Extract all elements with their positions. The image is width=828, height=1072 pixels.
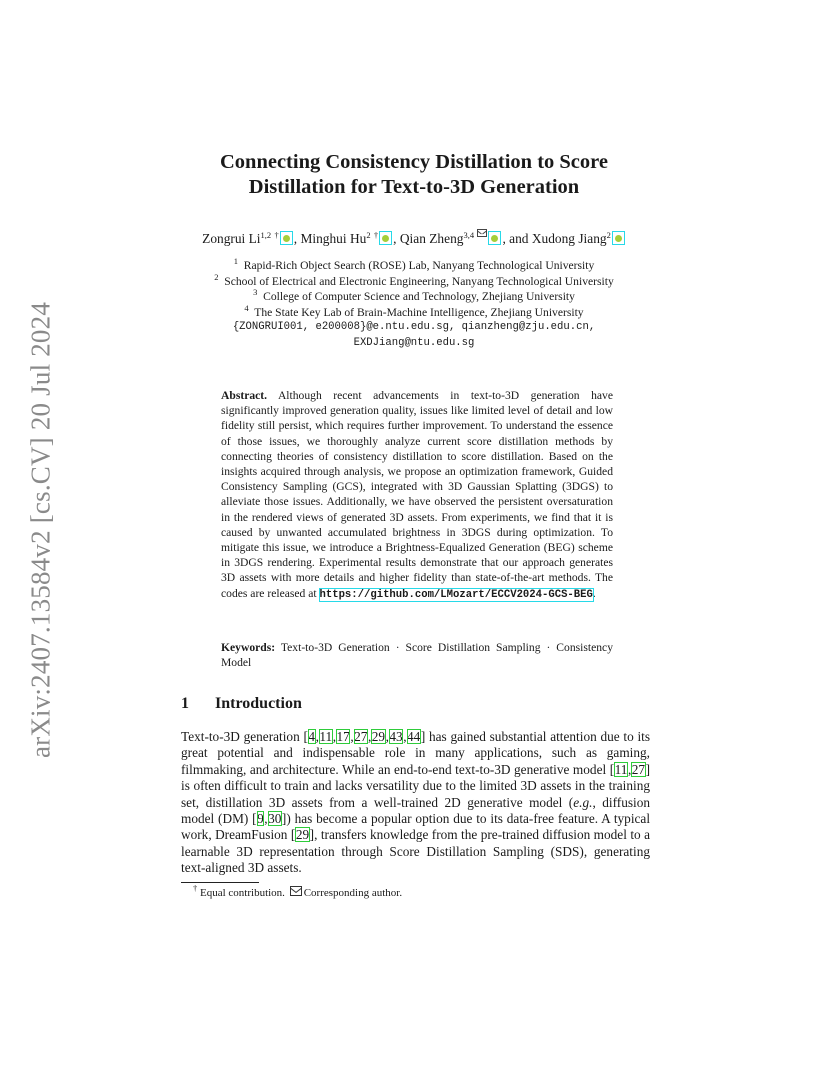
author-separator: , (393, 231, 400, 246)
affiliation-text: College of Computer Science and Technology, Zhejiang University (263, 290, 575, 303)
citation-link[interactable]: 27 (631, 761, 646, 777)
citation-link[interactable]: 30 (268, 811, 282, 827)
dagger-mark: † (193, 883, 198, 893)
citation-link[interactable]: 4 (308, 729, 316, 744)
paper-title (170, 150, 658, 200)
author-affiliation-sup: 1,2 (260, 230, 272, 240)
abstract-label: Abstract. (221, 389, 268, 402)
orcid-icon[interactable] (488, 231, 501, 245)
intro-text: ) has become a popular option due to its data-free feature. A typical work, DreamFusion (181, 811, 651, 843)
affiliation-1 (150, 258, 678, 274)
intro-text: , transfers knowledge from the pre-trained diffusion model to a learnable 3D representation through Score Distillation Sampling (SDS), generating text-aligned 3D assets. (181, 827, 650, 876)
affiliation-3 (150, 289, 678, 305)
section-number: 1 (181, 695, 189, 712)
intro-text: has gained substantial attention due to its great potential and indispensable role in many applications, such as gaming, filmmaking, and architecture. While an end-to-end text-to-3D generative model (181, 729, 651, 777)
dagger-mark: † (274, 230, 279, 240)
code-link[interactable]: https://github.com/LMozart/ECCV2024-GCS-BEG (319, 588, 593, 601)
citation-group: [29] (290, 827, 315, 843)
citation-link[interactable]: 29 (295, 827, 310, 843)
emails-line-2: EXDJiang@ntu.edu.sg (353, 336, 475, 349)
citation-link[interactable]: 43 (389, 729, 403, 744)
author-separator: , (293, 231, 301, 246)
affiliation-text: Rapid-Rich Object Search (ROSE) Lab, Nanyang Technological University (243, 259, 595, 272)
abstract-end: . (592, 586, 596, 600)
author-name: Qian Zheng (399, 231, 464, 246)
title-line-1: Connecting Consistency Distillation to Score (220, 151, 608, 173)
keywords (221, 640, 613, 670)
intro-italic: e.g. (573, 794, 593, 810)
affiliation-4 (150, 302, 678, 321)
affiliation-num: 3 (253, 287, 258, 297)
citation-group: [4,11,17,27,29,43,44] (303, 729, 426, 744)
orcid-icon[interactable] (612, 231, 625, 245)
arxiv-identifier[interactable]: arXiv:2407.13584v2 [cs.CV] 20 Jul 2024 (25, 301, 56, 759)
keywords-text: Text-to-3D Generation · Score Distillation Sampling · Consistency Model (221, 641, 613, 670)
author-name: Xudong Jiang (531, 231, 607, 246)
footnote-text: Equal contribution. (200, 887, 285, 899)
citation-link[interactable]: 11 (319, 729, 333, 744)
intro-paragraph (181, 729, 650, 877)
citation-link[interactable]: 44 (407, 729, 421, 744)
affiliation-text: School of Electrical and Electronic Engineering, Nanyang Technological University (224, 274, 614, 288)
citation-link[interactable]: 27 (354, 729, 368, 744)
author-list (150, 229, 678, 247)
citation-group: [9,30] (252, 811, 287, 827)
author-name: Minghui Hu (300, 231, 367, 246)
affiliation-num: 1 (233, 256, 238, 266)
footnote-text: Corresponding author. (303, 887, 403, 899)
section-heading (181, 695, 302, 713)
footnote (193, 883, 403, 899)
citation-group: [11,27] (609, 761, 651, 777)
affiliation-2 (150, 271, 678, 290)
intro-text: , diffusion model (DM) (181, 794, 651, 827)
keywords-label: Keywords: (221, 641, 276, 654)
intro-text: is often difficult to train and lacks versatility due to the limited 3D assets in the training set, distillation 3D assets from a well-trained 2D generative model ( (181, 778, 650, 810)
title-line-2: Distillation for Text-to-3D Generation (248, 176, 580, 198)
section-title: Introduction (215, 695, 302, 712)
author-name: Zongrui Li (202, 231, 261, 246)
dagger-mark: † (373, 230, 379, 240)
orcid-icon[interactable] (379, 231, 392, 245)
author-affiliation-sup: 2 (606, 230, 611, 240)
author-affiliation-sup: 3,4 (463, 230, 475, 240)
citation-link[interactable]: 29 (371, 729, 386, 744)
author-conjunction: , and (502, 231, 532, 246)
affiliation-num: 4 (244, 302, 249, 313)
affiliations (150, 258, 678, 351)
envelope-icon (290, 886, 302, 896)
orcid-icon[interactable] (280, 231, 293, 245)
arxiv-stamp (22, 295, 60, 765)
abstract (221, 388, 613, 603)
intro-text: Text-to-3D generation (181, 729, 300, 744)
author-affiliation-sup: 2 (366, 230, 371, 240)
citation-link[interactable]: 17 (336, 729, 350, 744)
citation-link[interactable]: 11 (614, 761, 628, 777)
affiliation-num: 2 (214, 271, 219, 282)
citation-link[interactable]: 9 (257, 811, 264, 827)
affiliation-text: The State Key Lab of Brain-Machine Intelligence, Zhejiang University (254, 305, 584, 319)
abstract-text: Although recent advancements in text-to-3D generation have significantly improved generation quality, issues like limited level of detail and low fidelity still persist, which requires further improvement. To understand the essence of those issues, we thoroughly analyze current score distillation methods by connecting theories of consistency distillation to score distillation. Based on the insights acquired through analysis, we propose an optimization framework, Guided Consistency Sampling (GCS), integrated with 3D Gaussian Splatting (3DGS) to alleviate those issues. Additionally, we have observed the persistent oversaturation in the rendered views of generated 3D assets. From experiments, we find that it is caused by unwanted accumulated brightness in 3DGS during optimization. To mitigate this issue, we introduce a Brightness-Equalized Generation (BEG) scheme in 3DGS rendering. Experimental results demonstrate that our approach generates 3D assets with more details and higher fidelity than state-of-the-art methods. The codes are released at (221, 389, 613, 600)
emails-line-1: {ZONGRUI001, e200008}@e.ntu.edu.sg, qianzheng@zju.edu.cn, (232, 321, 596, 333)
envelope-icon (477, 229, 487, 237)
